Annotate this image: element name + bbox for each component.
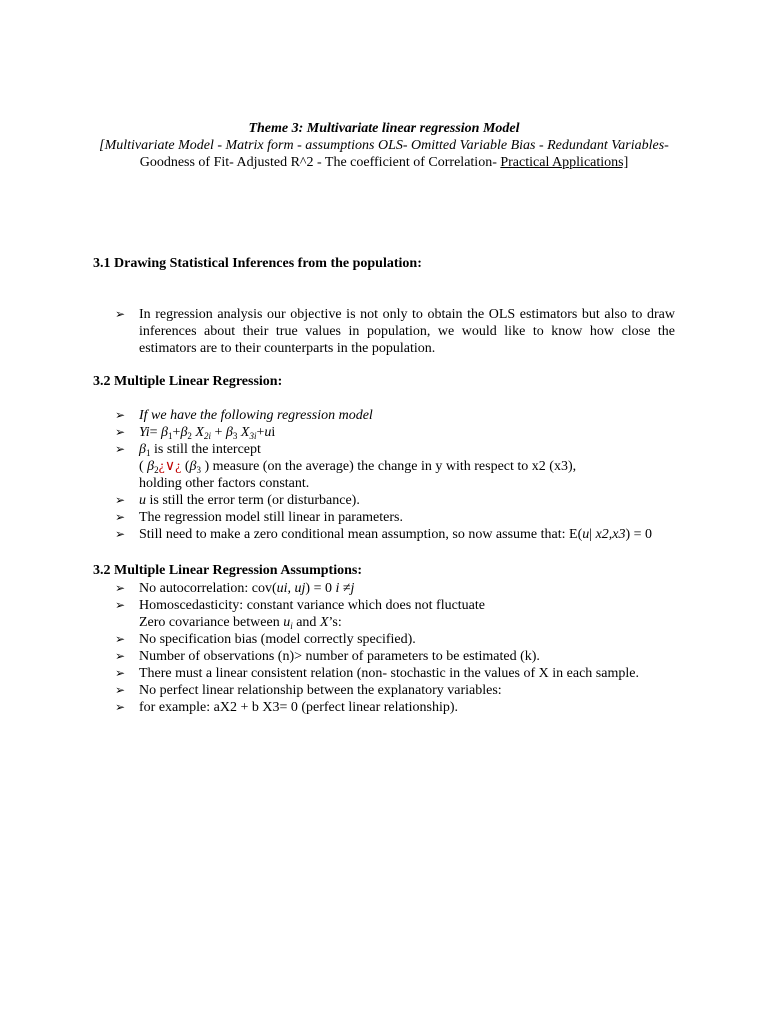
arrow-bullet-icon: ➢ [115, 408, 126, 422]
list-item: ➢ No specification bias (model correctly specified). [115, 632, 416, 647]
list-item: ➢ Number of observations (n)> number of parameters to be estimated (k). [115, 649, 540, 664]
arrow-bullet-icon: ➢ [115, 649, 126, 663]
arrow-bullet-icon: ➢ [115, 598, 126, 612]
arrow-bullet-icon: ➢ [115, 510, 126, 524]
list-item: ➢ In regression analysis our objective is not only to obtain the OLS estimators but also to draw inferences about their true values in population, we would like to know how close the estimators are to their counterparts in the population. [115, 307, 675, 356]
regression-equation: ➢ $Yi= \beta_1+\beta_2$ $X_{2i} + \beta_3$ $X_{3i}+ui$ [115, 425, 276, 441]
list-item: ➢ No autocorrelation: cov(ui, uj) = 0 i ≠j [115, 581, 355, 596]
arrow-bullet-icon: ➢ [115, 527, 126, 541]
arrow-bullet-icon: ➢ [115, 307, 126, 321]
list-item: ➢ There must a linear consistent relation (non- stochastic in the values of X in each sample. [115, 666, 639, 681]
arrow-bullet-icon: ➢ [115, 632, 126, 646]
section-1-list [115, 306, 675, 357]
section-2-list [115, 407, 675, 543]
arrow-bullet-icon: ➢ [115, 581, 126, 595]
list-item: ➢ $\beta_1$ is still the intercept ( $\beta_2¿\vee¿$ ($\beta_3$ ) measure (on the average) the change in y with respect to x2 (x3), holding other factors constant. [115, 442, 577, 491]
arrow-bullet-icon: ➢ [115, 425, 126, 439]
arrow-bullet-icon: ➢ [115, 683, 126, 697]
section-heading-3-2: 3.2 Multiple Linear Regression: [93, 374, 283, 389]
document-title: Theme 3: Multivariate linear regression Model [248, 121, 520, 136]
arrow-bullet-icon: ➢ [115, 442, 126, 456]
arrow-bullet-icon: ➢ [115, 493, 126, 507]
list-item: ➢ u is still the error term (or disturbance). [115, 493, 360, 508]
list-item: ➢ for example: aX2 + b X3= 0 (perfect linear relationship). [115, 700, 459, 715]
arrow-bullet-icon: ➢ [115, 666, 126, 680]
list-item: ➢ The regression model still linear in parameters. [115, 510, 403, 525]
list-item: ➢ Homoscedasticity: constant variance which does not fluctuate Zero covariance between $u_i$ and X’s: [115, 598, 486, 631]
title-block [90, 120, 678, 171]
section-heading-3-1: 3.1 Drawing Statistical Inferences from the population: [93, 256, 422, 271]
section-heading-3-2-assumptions: 3.2 Multiple Linear Regression Assumptions: [93, 563, 363, 578]
document-subtitle: [Multivariate Model - Matrix form - assumptions OLS- Omitted Variable Bias - Redundant Variables- Goodness of Fit- Adjusted R^2 - The coefficient of Correlation- Practical Applications] [99, 138, 669, 170]
list-item: ➢ Still need to make a zero conditional mean assumption, so now assume that: E(u| x2,x3) = 0 [115, 527, 653, 542]
list-item: ➢ No perfect linear relationship between the explanatory variables: [115, 683, 502, 698]
assumptions-list [115, 580, 675, 716]
list-item: ➢ If we have the following regression model [115, 408, 373, 423]
arrow-bullet-icon: ➢ [115, 700, 126, 714]
